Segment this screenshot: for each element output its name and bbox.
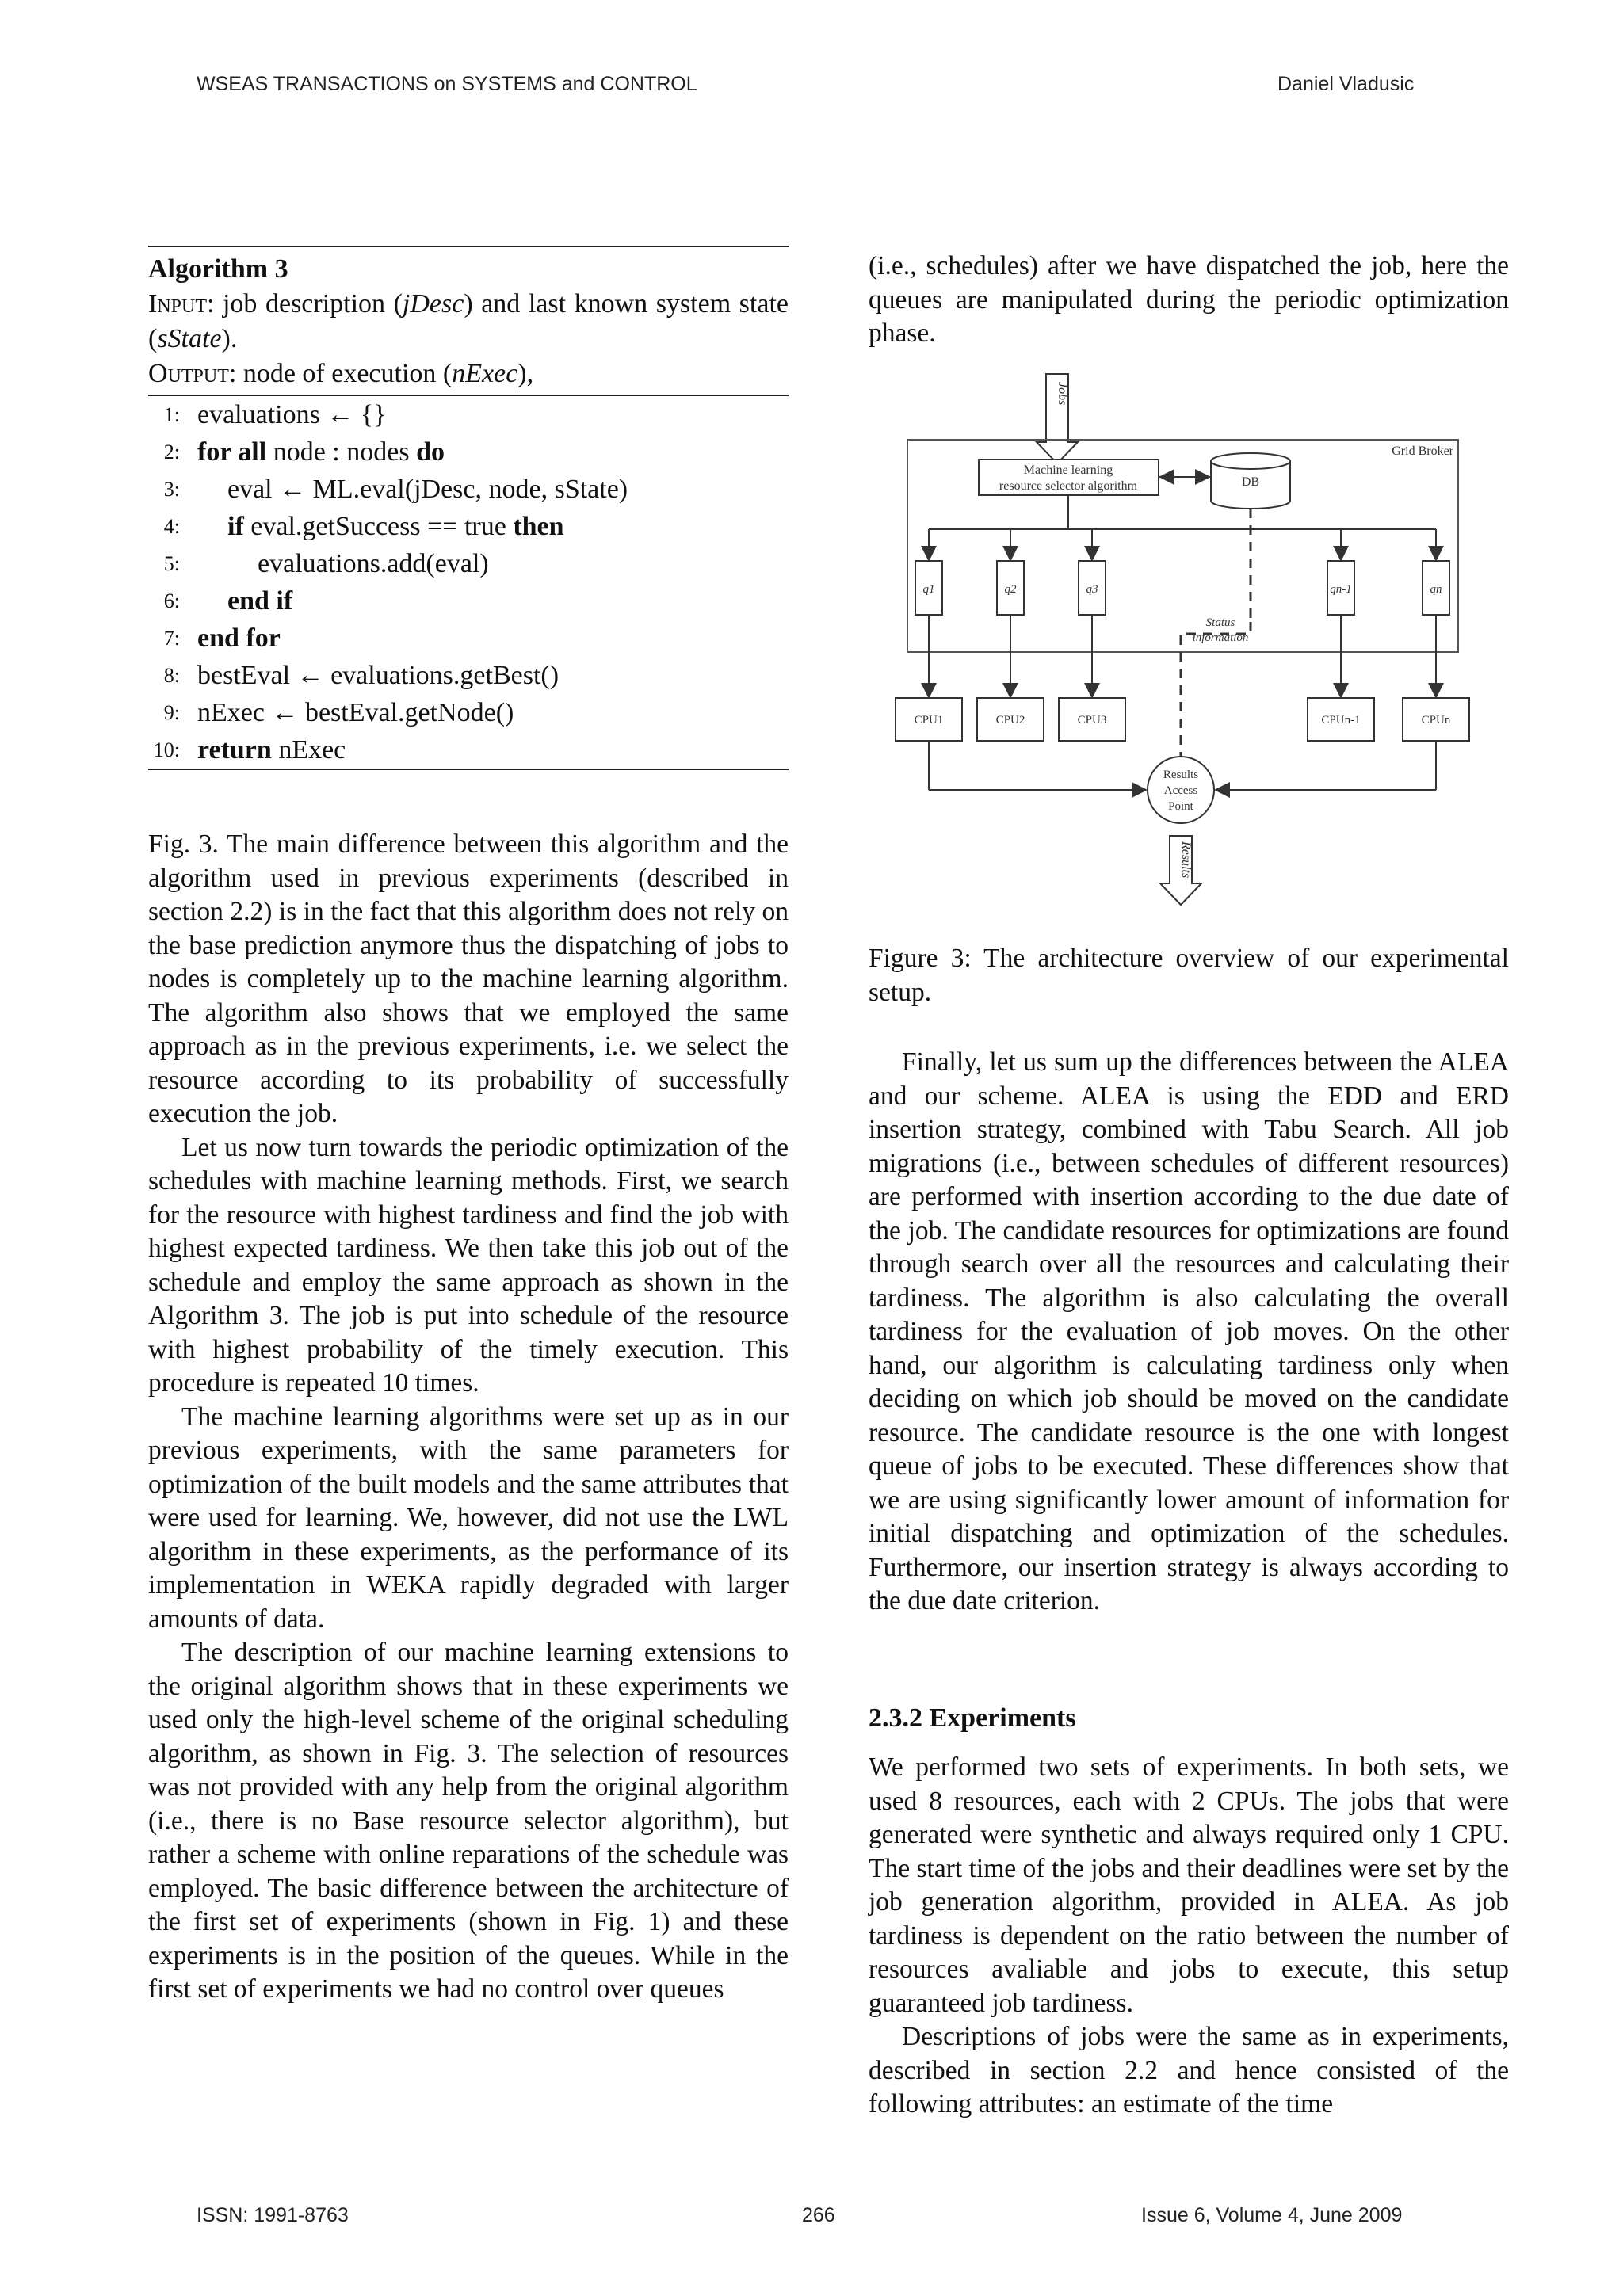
statement: evaluations ← {}	[197, 400, 387, 429]
grid-broker-label: Grid Broker	[1392, 444, 1453, 458]
line-number: 2:	[163, 441, 180, 463]
output-text: : node of execution (	[228, 359, 453, 388]
input-label: Input	[148, 289, 207, 318]
queue-label: q2	[1004, 583, 1017, 596]
queue-connectors	[929, 529, 1436, 559]
paragraph: The description of our machine learning extensions to the original algorithm shows that in these experiments we used only the high-level scheme of the original scheduling algorithm, as shown in Fig. 3. The selection of resources was not provided with any help from the original algorithm (i.e., there is no Base resource selector algorithm), but rather a scheme with online reparations of the schedule was employed. The basic difference between the architecture of the first set of experiments (shown in Fig. 1) and these experiments is in the position of the queues. While in the first set of experiments we had no control over queues	[148, 1638, 789, 2004]
cpu-label: CPU3	[1077, 714, 1107, 727]
queue-label: qn	[1430, 583, 1442, 596]
architecture-diagram	[872, 372, 1482, 911]
queue-label: qn-1	[1330, 583, 1352, 596]
right-column-top	[869, 250, 1509, 351]
line-code	[197, 694, 514, 731]
algorithm-line	[148, 471, 789, 508]
queue-label: q3	[1086, 583, 1098, 596]
algorithm-line	[148, 433, 789, 471]
page-number: 266	[802, 2204, 835, 2226]
line-number: 7:	[163, 627, 180, 650]
keyword: end if	[227, 586, 293, 616]
paragraph: Let us now turn towards the periodic optimization of the schedules with machine learning methods. First, we search for the resource with highest tardiness and find the job with highest expected tardiness. We then take this job out of the schedule and employ the same approach as shown in the Algorithm 3. The job is put into schedule of the resource with highest probability of the timely execution. This procedure is repeated 10 times.	[148, 1132, 789, 1398]
rap-label-line3: Point	[1168, 800, 1193, 813]
algorithm-output	[148, 357, 789, 391]
input-text: : job description (	[207, 289, 403, 318]
jobs-label: Jobs	[1056, 382, 1069, 406]
algorithm-input	[148, 287, 789, 357]
paragraph: We performed two sets of experiments. In both sets, we used 8 resources, each with 2 CPUs. The jobs that were generated were synthetic and always required only 1 CPU. The start time of the jobs and their deadlines were set by the job generation algorithm, provided in ALEA. As job tardiness is dependent on the ratio between the number of resources avaliable and jobs to execute, this setup guaranteed job tardiness.	[869, 1753, 1509, 2018]
algorithm-line	[148, 508, 789, 545]
line-code	[258, 545, 489, 582]
line-code	[197, 396, 386, 433]
line-code	[227, 471, 628, 508]
rap-label-line2: Access	[1163, 784, 1198, 797]
algorithm-line	[148, 657, 789, 694]
line-number: 4:	[163, 515, 180, 538]
output-text: ),	[517, 359, 534, 388]
line-number: 1:	[163, 403, 180, 426]
keyword: end for	[197, 624, 281, 653]
paragraph: The machine learning algorithms were set up as in our previous experiments, with the same parameters for optimization of the built models and the same attributes that were used for learning. We, however, did not use the LWL algorithm in these experiments, as the performance of its implementation in WEKA rapidly degraded with larger amounts of data.	[148, 1402, 789, 1634]
algorithm-bottom-rule	[148, 769, 789, 770]
statement: evaluations.add(eval)	[258, 549, 489, 578]
left-column	[148, 828, 789, 2007]
input-var: sState	[157, 324, 222, 353]
right-column-bottom	[869, 1046, 1509, 1619]
section-heading: 2.3.2 Experiments	[869, 1703, 1076, 1733]
journal-header: WSEAS TRANSACTIONS on SYSTEMS and CONTROL	[197, 73, 697, 95]
algorithm-lines	[148, 396, 789, 769]
algorithm-line	[148, 694, 789, 731]
paragraph: Descriptions of jobs were the same as in experiments, described in section 2.2 and hence consisted of the following attributes: an estimate of the time	[869, 2022, 1509, 2119]
line-code	[197, 620, 281, 657]
status-label-line1: Status	[1205, 616, 1235, 629]
line-number: 5:	[163, 552, 180, 575]
cpu-label: CPUn	[1421, 714, 1451, 727]
algorithm-line	[148, 396, 789, 433]
paragraph: Finally, let us sum up the differences between the ALEA and our scheme. ALEA is using the EDD and ERD insertion strategy, combined with Tabu Search. All job migrations (i.e., between schedules of different resources) are performed with insertion according to the due date of the job. The candidate resources for optimizations are found through search over all the resources and calculating their tardiness. The algorithm is also calculating the overall tardiness for the evaluation of job moves. On the other hand, our algorithm is calculating tardiness only when deciding on which job should be moved on the candidate resource. The candidate resource is the one with longest queue of jobs to be executed. These differences show that we are using significantly lower amount of information for initial dispatching and optimization of the schedules. Furthermore, our insertion strategy is always according to the due date criterion.	[869, 1047, 1509, 1615]
line-code	[197, 433, 445, 471]
line-number: 9:	[163, 701, 180, 724]
author-header: Daniel Vladusic	[1277, 73, 1415, 95]
paragraph: Fig. 3. The main difference between this algorithm and the algorithm used in previous experiments (described in section 2.2) is in the fact that this algorithm does not rely on the base prediction anymore thus the dispatching of jobs to nodes is completely up to the machine learning algorithm. The algorithm also shows that we employed the same approach as in the previous experiments, i.e. we select the resource according to its probability of successfully execution the job.	[148, 830, 789, 1128]
line-number: 6:	[163, 589, 180, 612]
input-var: jDesc	[402, 289, 464, 318]
statement: nExec ← bestEval.getNode()	[197, 698, 514, 727]
statement: eval.getSuccess == true	[243, 512, 514, 541]
algorithm-line	[148, 620, 789, 657]
rap-label-line1: Results	[1163, 769, 1199, 781]
results-label: Results	[1179, 841, 1193, 879]
statement: bestEval ← evaluations.getBest()	[197, 661, 559, 690]
db-label: DB	[1241, 475, 1260, 489]
input-text: ).	[221, 324, 238, 353]
keyword: if	[227, 512, 244, 541]
ml-label-line2: resource selector algorithm	[999, 479, 1138, 493]
algorithm-top-rule	[148, 246, 789, 247]
output-label: Output	[148, 359, 229, 388]
right-column-experiments	[869, 1751, 1509, 2122]
algorithm-line	[148, 731, 789, 769]
statement: nExec	[271, 735, 346, 765]
keyword: do	[416, 437, 445, 467]
algorithm-title: Algorithm 3	[148, 254, 288, 284]
queue-label: q1	[922, 583, 935, 596]
output-var: nExec	[452, 359, 518, 388]
cpu-label: CPU1	[914, 714, 944, 727]
cpu-label: CPU2	[995, 714, 1025, 727]
statement: node : nodes	[266, 437, 417, 467]
algorithm-line	[148, 582, 789, 620]
figure-caption: Figure 3: The architecture overview of our experimental setup.	[869, 944, 1509, 1007]
issn-footer: ISSN: 1991-8763	[197, 2204, 349, 2226]
statement: eval ← ML.eval(jDesc, node, sState)	[227, 475, 628, 504]
keyword: then	[513, 512, 564, 541]
input-text: ) and last known system state (	[148, 289, 789, 353]
cpu-label: CPUn-1	[1321, 714, 1361, 727]
queues	[915, 561, 1449, 696]
line-code	[227, 582, 292, 620]
ml-label-line1: Machine learning	[1023, 463, 1113, 477]
keyword: for all	[197, 437, 267, 467]
line-number: 8:	[163, 664, 180, 687]
status-label-line2: information	[1192, 631, 1249, 644]
line-code	[227, 508, 564, 545]
db-top	[1211, 453, 1290, 469]
keyword: return	[197, 735, 272, 765]
line-code	[197, 731, 346, 769]
issue-footer: Issue 6, Volume 4, June 2009	[1141, 2204, 1403, 2226]
line-code	[197, 657, 559, 694]
algorithm-line	[148, 545, 789, 582]
algorithm-box	[148, 246, 789, 770]
cpus	[896, 698, 1469, 741]
paragraph: (i.e., schedules) after we have dispatched the job, here the queues are manipulated during the periodic optimization phase.	[869, 251, 1509, 348]
line-number: 10:	[153, 738, 180, 761]
line-number: 3:	[163, 478, 180, 501]
